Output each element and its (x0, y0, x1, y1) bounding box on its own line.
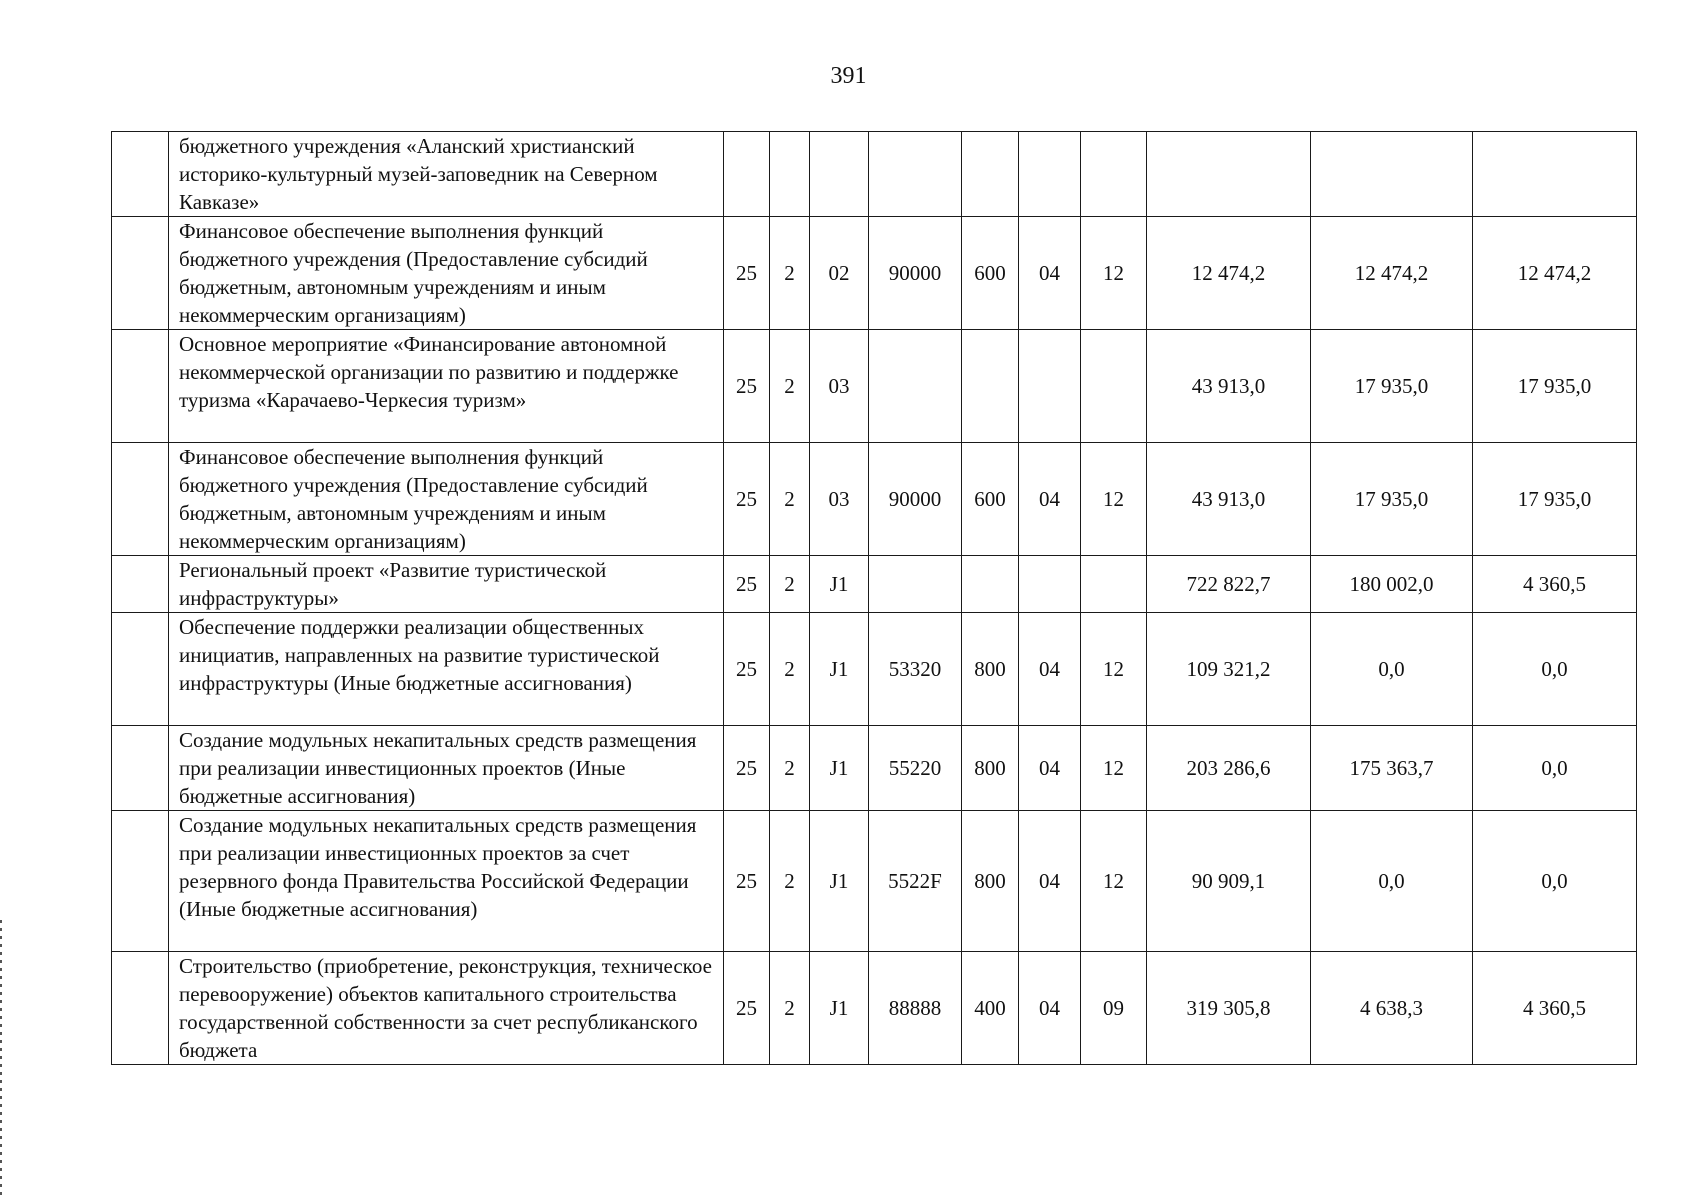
code-cell: 800 (962, 726, 1019, 811)
code-cell: 2 (770, 811, 810, 952)
code-cell: 04 (1019, 613, 1081, 726)
code-cell: 800 (962, 613, 1019, 726)
table-row (112, 952, 1637, 1065)
amount-cell: 109 321,2 (1147, 613, 1311, 726)
row-number-cell (112, 952, 169, 1065)
code-cell (962, 132, 1019, 217)
row-number-cell (112, 330, 169, 443)
code-cell: 25 (724, 811, 770, 952)
row-number-cell (112, 217, 169, 330)
code-cell: 12 (1081, 443, 1147, 556)
code-cell: 400 (962, 952, 1019, 1065)
amount-cell: 17 935,0 (1311, 330, 1473, 443)
amount-cell (1147, 132, 1311, 217)
table-row (112, 613, 1637, 726)
row-number-cell (112, 132, 169, 217)
code-cell: 53320 (869, 613, 962, 726)
amount-cell: 4 638,3 (1311, 952, 1473, 1065)
code-cell (1081, 132, 1147, 217)
code-cell (810, 132, 869, 217)
code-cell (1081, 556, 1147, 613)
code-cell: 03 (810, 330, 869, 443)
amount-cell: 203 286,6 (1147, 726, 1311, 811)
table-row (112, 132, 1637, 217)
code-cell: 800 (962, 811, 1019, 952)
code-cell (1019, 556, 1081, 613)
code-cell: 90000 (869, 443, 962, 556)
amount-cell (1473, 132, 1637, 217)
row-number-cell (112, 726, 169, 811)
code-cell (1019, 330, 1081, 443)
amount-cell: 0,0 (1473, 811, 1637, 952)
code-cell: 04 (1019, 726, 1081, 811)
amount-cell: 12 474,2 (1473, 217, 1637, 330)
code-cell (1019, 132, 1081, 217)
item-name-cell: Основное мероприятие «Финансирование автономной некоммерческой организации по развитию и поддержке туризма «Карачаево-Черкесия туризм» (169, 330, 724, 443)
table-row (112, 726, 1637, 811)
code-cell (1081, 330, 1147, 443)
code-cell: 25 (724, 556, 770, 613)
code-cell: 2 (770, 556, 810, 613)
code-cell: 55220 (869, 726, 962, 811)
code-cell: 04 (1019, 952, 1081, 1065)
amount-cell: 17 935,0 (1473, 330, 1637, 443)
code-cell: 09 (1081, 952, 1147, 1065)
scan-edge-mark (0, 920, 2, 1200)
amount-cell: 43 913,0 (1147, 330, 1311, 443)
code-cell (869, 330, 962, 443)
code-cell (770, 132, 810, 217)
table-row (112, 443, 1637, 556)
item-name-cell: Обеспечение поддержки реализации общественных инициатив, направленных на развитие туристической инфраструктуры (Иные бюджетные ассигнования) (169, 613, 724, 726)
code-cell: 12 (1081, 217, 1147, 330)
amount-cell: 4 360,5 (1473, 556, 1637, 613)
row-number-cell (112, 613, 169, 726)
table-row (112, 811, 1637, 952)
item-name-cell: Финансовое обеспечение выполнения функций бюджетного учреждения (Предоставление субсидий бюджетным, автономным учреждениям и иным некоммерческим организациям) (169, 443, 724, 556)
item-name-cell: Создание модульных некапитальных средств размещения при реализации инвестиционных проектов (Иные бюджетные ассигнования) (169, 726, 724, 811)
amount-cell: 0,0 (1311, 613, 1473, 726)
code-cell (869, 132, 962, 217)
code-cell: 2 (770, 952, 810, 1065)
code-cell (869, 556, 962, 613)
code-cell: 04 (1019, 811, 1081, 952)
code-cell: 04 (1019, 217, 1081, 330)
item-name-cell: Создание модульных некапитальных средств размещения при реализации инвестиционных проектов за счет резервного фонда Правительства Российской Федерации (Иные бюджетные ассигнования) (169, 811, 724, 952)
code-cell: J1 (810, 556, 869, 613)
amount-cell: 180 002,0 (1311, 556, 1473, 613)
code-cell: 88888 (869, 952, 962, 1065)
code-cell: 25 (724, 330, 770, 443)
amount-cell: 43 913,0 (1147, 443, 1311, 556)
code-cell: 03 (810, 443, 869, 556)
code-cell: 12 (1081, 613, 1147, 726)
code-cell: 2 (770, 613, 810, 726)
code-cell: 2 (770, 330, 810, 443)
row-number-cell (112, 556, 169, 613)
code-cell: 600 (962, 217, 1019, 330)
code-cell: J1 (810, 613, 869, 726)
code-cell: 12 (1081, 726, 1147, 811)
amount-cell: 12 474,2 (1147, 217, 1311, 330)
amount-cell: 17 935,0 (1311, 443, 1473, 556)
code-cell (962, 556, 1019, 613)
amount-cell: 0,0 (1311, 811, 1473, 952)
code-cell: J1 (810, 952, 869, 1065)
code-cell: 600 (962, 443, 1019, 556)
code-cell: 25 (724, 952, 770, 1065)
page-number: 391 (830, 63, 867, 89)
row-number-cell (112, 811, 169, 952)
code-cell: 5522F (869, 811, 962, 952)
code-cell: J1 (810, 726, 869, 811)
amount-cell: 0,0 (1473, 613, 1637, 726)
code-cell: 02 (810, 217, 869, 330)
code-cell: 2 (770, 726, 810, 811)
code-cell: 2 (770, 217, 810, 330)
amount-cell: 722 822,7 (1147, 556, 1311, 613)
table-row (112, 217, 1637, 330)
budget-table (111, 131, 1637, 1065)
table-row (112, 556, 1637, 613)
table-row (112, 330, 1637, 443)
amount-cell: 12 474,2 (1311, 217, 1473, 330)
amount-cell: 319 305,8 (1147, 952, 1311, 1065)
code-cell (962, 330, 1019, 443)
item-name-cell: бюджетного учреждения «Аланский христианский историко-культурный музей-заповедник на Северном Кавказе» (169, 132, 724, 217)
amount-cell: 17 935,0 (1473, 443, 1637, 556)
amount-cell: 175 363,7 (1311, 726, 1473, 811)
amount-cell: 90 909,1 (1147, 811, 1311, 952)
code-cell: 90000 (869, 217, 962, 330)
code-cell: 25 (724, 613, 770, 726)
amount-cell: 4 360,5 (1473, 952, 1637, 1065)
code-cell: 12 (1081, 811, 1147, 952)
code-cell: 25 (724, 443, 770, 556)
amount-cell: 0,0 (1473, 726, 1637, 811)
amount-cell (1311, 132, 1473, 217)
code-cell: 25 (724, 726, 770, 811)
code-cell: 04 (1019, 443, 1081, 556)
row-number-cell (112, 443, 169, 556)
code-cell: J1 (810, 811, 869, 952)
code-cell (724, 132, 770, 217)
item-name-cell: Региональный проект «Развитие туристической инфраструктуры» (169, 556, 724, 613)
code-cell: 2 (770, 443, 810, 556)
code-cell: 25 (724, 217, 770, 330)
item-name-cell: Строительство (приобретение, реконструкция, техническое перевооружение) объектов капитального строительства государственной собственности за счет республиканского бюджета (169, 952, 724, 1065)
item-name-cell: Финансовое обеспечение выполнения функций бюджетного учреждения (Предоставление субсидий бюджетным, автономным учреждениям и иным некоммерческим организациям) (169, 217, 724, 330)
